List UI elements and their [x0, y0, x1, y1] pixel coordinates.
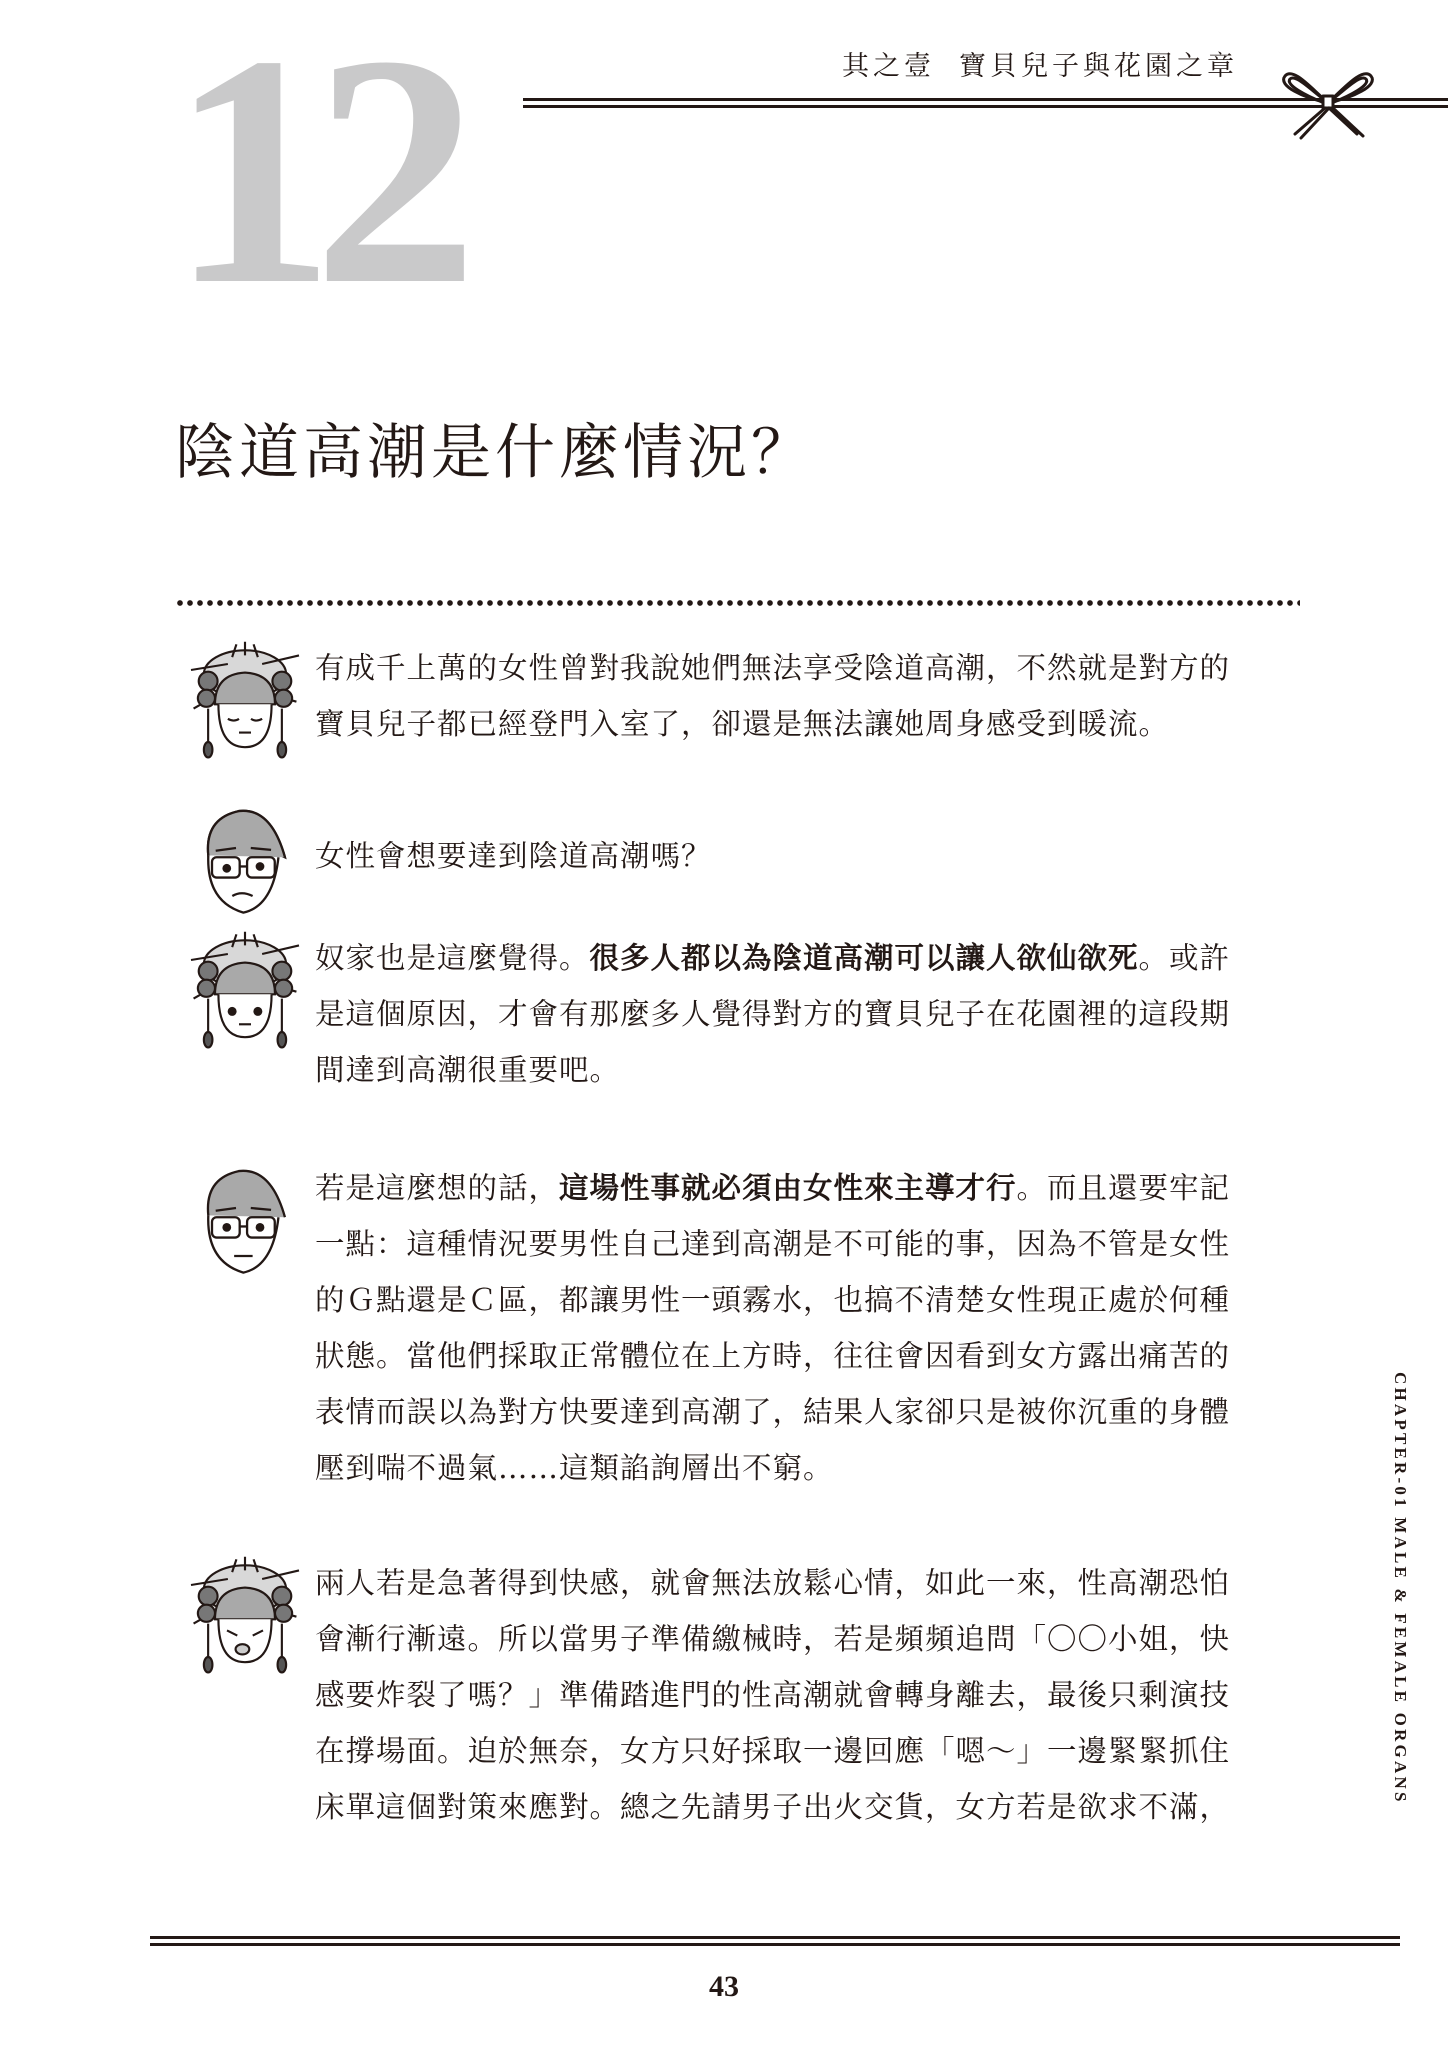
dialogue-text [315, 1160, 1305, 1496]
page-number: 43 [709, 1970, 739, 2003]
dotted-divider [175, 600, 1300, 606]
dialogue-line: 的Ｇ點還是Ｃ區，都讓男性一頭霧水，也搞不清楚女性現正處於何種 [315, 1283, 1231, 1317]
man-glasses-avatar-icon [188, 1160, 308, 1280]
dialogue-text [315, 1555, 1305, 1835]
man-glasses-avatar-icon [188, 800, 308, 920]
text-run: 。或許 [1138, 941, 1231, 975]
ribbon-bow-icon [1275, 62, 1380, 142]
text-run: 若是這麼想的話， [315, 1171, 560, 1205]
emphasis-text: 這場性事就必須由女性來主導才行 [559, 1171, 1017, 1205]
dialogue-line: 會漸行漸遠。所以當男子準備繳械時，若是頻頻追問「〇〇小姐，快 [315, 1622, 1231, 1656]
geisha-sleepy-avatar-icon [180, 1555, 310, 1675]
dialogue-text [315, 828, 1305, 884]
geisha-eyes-closed-avatar-icon [180, 640, 310, 760]
dialogue-line: 一點：這種情況要男性自己達到高潮是不可能的事，因為不管是女性 [315, 1227, 1231, 1261]
dialogue-block-3 [180, 930, 1300, 1130]
emphasis-text: 很多人都以為陰道高潮可以讓人欲仙欲死 [589, 941, 1139, 975]
dialogue-block-5 [180, 1555, 1300, 1845]
dialogue-line [315, 930, 1305, 986]
chapter-number: 12 [170, 0, 456, 353]
part-title: 寶貝兒子與花園之章 [959, 51, 1238, 82]
footer-double-rule [150, 1936, 1400, 1948]
chapter-side-label: CHAPTER-01 MALE & FEMALE ORGANS [1391, 1372, 1410, 1805]
dialogue-line: 表情而誤以為對方快要達到高潮了，結果人家卻只是被你沉重的身體 [315, 1395, 1231, 1429]
text-run: 奴家也是這麼覺得。 [315, 941, 590, 975]
dialogue-block-4 [180, 1160, 1300, 1500]
dialogue-line: 間達到高潮很重要吧。 [315, 1053, 621, 1087]
text-run: 。而且還要牢記 [1016, 1171, 1231, 1205]
dialogue-line: 寶貝兒子都已經登門入室了，卻還是無法讓她周身感受到暖流。 [315, 707, 1170, 741]
dialogue-line: 兩人若是急著得到快感，就會無法放鬆心情，如此一來，性高潮恐怕 [315, 1566, 1231, 1600]
page-title: 陰道高潮是什麼情況？ [175, 418, 815, 488]
dialogue-block-2 [180, 800, 1300, 920]
geisha-neutral-avatar-icon [180, 930, 310, 1050]
running-header [842, 44, 1238, 83]
dialogue-line: 女性會想要達到陰道高潮嗎？ [315, 839, 712, 873]
dialogue-line: 在撐場面。迫於無奈，女方只好採取一邊回應「嗯～」一邊緊緊抓住 [315, 1734, 1231, 1768]
dialogue-block-1 [180, 640, 1300, 780]
dialogue-line: 感要炸裂了嗎？」準備踏進門的性高潮就會轉身離去，最後只剩演技 [315, 1678, 1231, 1712]
dialogue-line [315, 1160, 1305, 1216]
part-label: 其之壹 [842, 51, 935, 82]
dialogue-text [315, 930, 1305, 1098]
dialogue-line: 壓到喘不過氣……這類諂詢層出不窮。 [315, 1451, 834, 1485]
dialogue-line: 是這個原因，才會有那麼多人覺得對方的寶貝兒子在花園裡的這段期 [315, 997, 1231, 1031]
dialogue-text [315, 640, 1305, 752]
dialogue-line: 狀態。當他們採取正常體位在上方時，往往會因看到女方露出痛苦的 [315, 1339, 1231, 1373]
dialogue-line: 床單這個對策來應對。總之先請男子出火交貨，女方若是欲求不滿， [315, 1790, 1231, 1824]
dialogue-line: 有成千上萬的女性曾對我說她們無法享受陰道高潮，不然就是對方的 [315, 651, 1231, 685]
